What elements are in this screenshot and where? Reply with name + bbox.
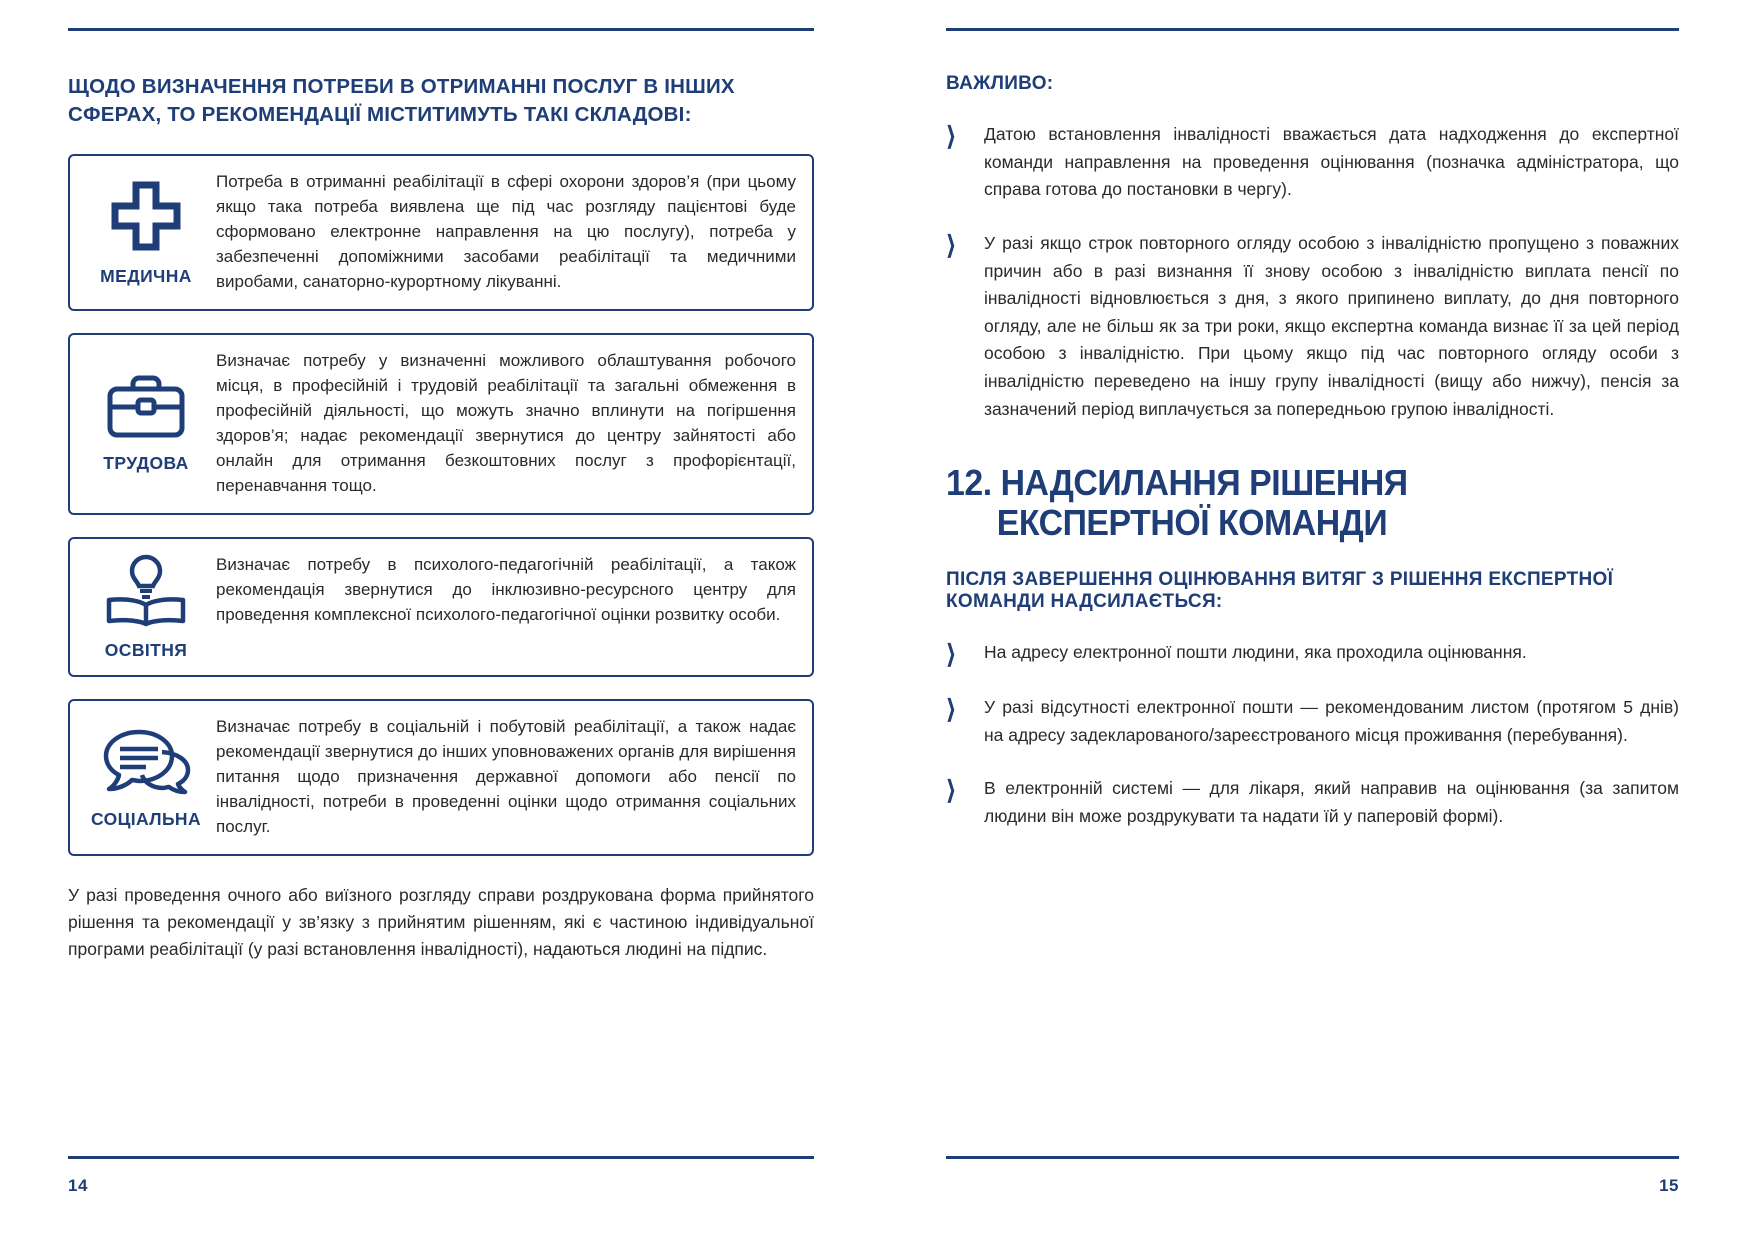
card-education-text: Визначає потребу в психолого-педагогічній реабілітації, а також рекомендація звернутися до інклюзивно-ресурсного центру для проведення комплексної психолого-педагогічної оцінки розвитку особи.: [216, 555, 796, 625]
card-social-text: Визначає потребу в соціальній і побутовій реабілітації, а також надає рекомендації звернутися до інших уповноважених органів для вирішення питання щодо призначення державної допомоги або пенсії по інвалідності, потреби в проведенні оцінки щодо отримання соціальних послуг.: [216, 717, 796, 837]
important-item-text: Датою встановлення інвалідності вважається дата надходження до експертної команди направлення на проведення оцінювання (позначка адміністратора, що справа готова до постановки в чергу).: [984, 124, 1679, 200]
list-item: [946, 121, 1679, 204]
top-rule-left: [68, 28, 814, 31]
card-labor-icon-block: [80, 349, 212, 499]
chevron-bullet-icon: ⟩: [946, 775, 957, 806]
page-number-left: 14: [68, 1176, 88, 1195]
list-item: [946, 694, 1679, 749]
bottom-rule-right: [946, 1156, 1679, 1159]
top-rule-right: [946, 28, 1679, 31]
card-education: [68, 537, 814, 677]
delivery-item-text: У разі відсутності електронної пошти — рекомендованим листом (протягом 5 днів) на адресу задекларованого/зареєстрованого місця проживання (перебування).: [984, 697, 1679, 745]
card-social-icon-block: [80, 715, 212, 840]
right-page: [874, 0, 1749, 1241]
card-social: [68, 699, 814, 856]
speech-bubbles-icon: [100, 726, 192, 801]
chevron-bullet-icon: ⟩: [946, 638, 957, 669]
briefcase-icon: [105, 374, 187, 445]
chevron-bullet-icon: ⟩: [946, 121, 957, 151]
important-label: ВАЖЛИВО:: [946, 73, 1054, 94]
delivery-item-text: На адресу електронної пошти людини, яка проходила оцінювання.: [984, 641, 1527, 662]
book-lightbulb-icon: [101, 553, 191, 632]
card-medical-text: Потреба в отриманні реабілітації в сфері охорони здоров’я (при цьому якщо така потреба виявлена ще під час розгляду пацієнтові буде сформовано електронне направлення на цю послугу), потреба у забезпеченні допоміжними засобами реабілітації та медичними виробами, санаторно-курортному лікуванні.: [216, 172, 796, 292]
page-title: [946, 463, 1635, 542]
important-list: [946, 121, 1679, 423]
delivery-list: [946, 639, 1679, 831]
card-medical-icon-block: [80, 170, 212, 295]
left-closing-paragraph: У разі проведення очного або виїзного розгляду справи роздрукована форма прийнятого рішення та рекомендації у зв’язку з прийнятим рішенням, які є частиною індивідуальної програми реабілітації (у разі встановлення інвалідності), надаються людині на підпис.: [68, 885, 814, 960]
left-page: [0, 0, 874, 1241]
list-item: [946, 775, 1679, 830]
section-title-line-1: 12. НАДСИЛАННЯ РІШЕННЯ: [946, 462, 1408, 504]
card-labor-caption: ТРУДОВА: [103, 453, 189, 474]
section-title-line-2: ЕКСПЕРТНОЇ КОМАНДИ: [996, 502, 1388, 543]
card-social-caption: СОЦІАЛЬНА: [90, 808, 202, 829]
list-item: [946, 230, 1679, 423]
card-medical-caption: МЕДИЧНА: [100, 265, 192, 286]
bottom-rule-left: [68, 1156, 814, 1159]
delivery-subheading: ПІСЛЯ ЗАВЕРШЕННЯ ОЦІНЮВАННЯ ВИТЯГ З РІШЕННЯ ЕКСПЕРТНОЇ КОМАНДИ НАДСИЛАЄТЬСЯ:: [946, 568, 1614, 612]
delivery-item-text: В електронній системі — для лікаря, який направив на оцінювання (за запитом людини він може роздрукувати та надати їй у паперовій формі).: [984, 778, 1679, 827]
left-section-heading: ЩОДО ВИЗНАЧЕННЯ ПОТРЕБИ В ОТРИМАННІ ПОСЛУГ В ІНШИХ СФЕРАХ, ТО РЕКОМЕНДАЦІЇ МІСТИТИМУТЬ ТАКІ СКЛАДОВІ:: [68, 75, 735, 126]
card-medical: [68, 154, 814, 311]
medical-cross-icon: [109, 179, 183, 258]
chevron-bullet-icon: ⟩: [946, 694, 957, 725]
card-labor-text: Визначає потребу у визначенні можливого облаштування робочого місця, в професійній і трудовій реабілітації та загальні обмеження в професійній діяльності, що можуть значно вплинути на погіршення здоров’я; надає рекомендації звернутися до центру зайнятості або онлайн для отримання безкоштовних послуг з профорієнтації, перенавчання тощо.: [216, 351, 796, 496]
list-item: [946, 639, 1679, 669]
important-item-text: У разі якщо строк повторного огляду особою з інвалідністю пропущено з поважних причин або в разі визнання її знову особою з інвалідністю виплата пенсії по інвалідності відновлюється з дня, з якого припинено виплату, до дня повторного огляду, але не більш як за три роки, якщо експертна команда визнає її за цей період особою з інвалідністю. При цьому якщо під час повторного огляду особи з інвалідністю переведено на іншу групу інвалідності (вищу або нижчу), пенсія за зазначений період виплачується за попередньою групою інвалідності.: [984, 232, 1679, 419]
chevron-bullet-icon: ⟩: [946, 229, 957, 260]
card-labor: [68, 333, 814, 515]
card-education-caption: ОСВІТНЯ: [104, 640, 188, 661]
card-education-icon-block: [80, 553, 212, 661]
page-number-right: 15: [1659, 1176, 1679, 1195]
